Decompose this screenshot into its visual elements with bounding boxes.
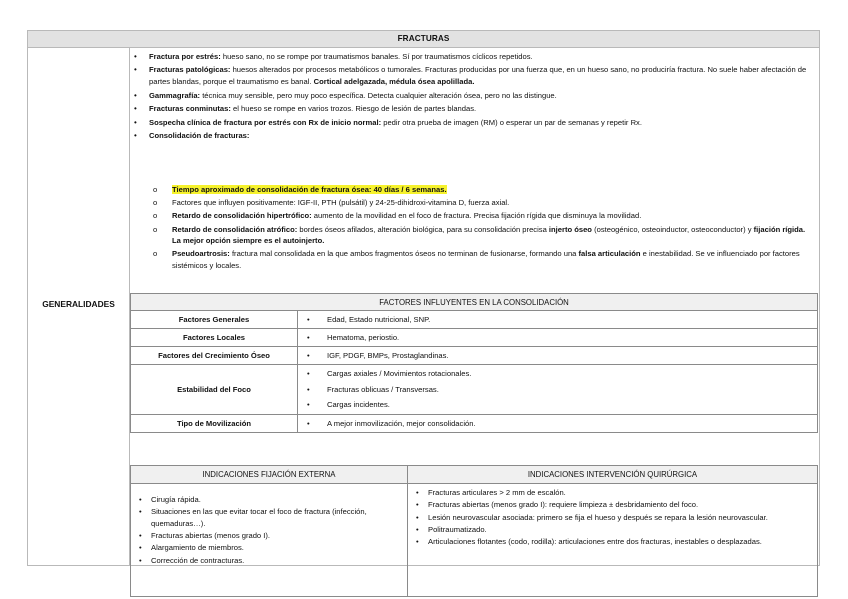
table-row — [131, 415, 818, 433]
surgery-list — [408, 484, 817, 548]
factor-label: Factores del Crecimiento Óseo — [131, 347, 298, 365]
list-item: • Lesión neurovascular asociada: primero se fija el hueso y después se repara la lesión neurovascular. — [412, 512, 811, 524]
list-item: • Fracturas articulares > 2 mm de escalón. — [412, 487, 811, 499]
surgery-cell — [408, 484, 818, 597]
factors-table-header: FACTORES INFLUYENTES EN LA CONSOLIDACIÓN — [131, 294, 818, 311]
section-column — [28, 47, 130, 566]
list-item: • Fracturas abiertas (menos grado I). — [135, 530, 401, 542]
list-item: • Sospecha clínica de fractura por estrés con Rx de inicio normal: pedir otra prueba de imagen (RM) o esperar un par de semanas y repetir Rx. — [130, 117, 810, 129]
sub-list-item: o Retardo de consolidación hipertrófico: aumento de la movilidad en el foco de fractura. Precisa fijación rígida que disminuya la movilidad. — [149, 210, 809, 221]
external-fixation-cell — [131, 484, 408, 597]
list-item: • Cirugía rápida. — [135, 494, 401, 506]
table-row — [131, 347, 818, 365]
table-row — [131, 365, 818, 415]
main-bullet-list — [130, 51, 810, 144]
factor-value: • Hematoma, periostio. — [298, 329, 818, 347]
highlighted-text: Tiempo aproximado de consolidación de fractura ósea: 40 días / 6 semanas. — [172, 185, 447, 194]
list-item: • Fractura por estrés: hueso sano, no se rompe por traumatismos banales. Sí por traumatismos cíclicos repetidos. — [130, 51, 810, 63]
list-item: • Alargamiento de miembros. — [135, 542, 401, 554]
factor-value: • Cargas axiales / Movimientos rotacionales. • Fracturas oblicuas / Transversas. • Cargas incidentes. — [298, 365, 818, 415]
factor-value: • A mejor inmovilización, mejor consolidación. — [298, 415, 818, 433]
factor-label: Factores Locales — [131, 329, 298, 347]
sub-list-item: o Retardo de consolidación atrófico: bordes óseos afilados, alteración biológica, para su consolidación precisa injerto óseo (osteogénico, osteoinductor, osteoconductor) y fijación rígida. La mejor opción siempre es el autoinjerto. — [149, 224, 809, 247]
factor-value: • Edad, Estado nutricional, SNP. — [298, 311, 818, 329]
list-item: • Corrección de contracturas. — [135, 555, 401, 567]
section-label: GENERALIDADES — [42, 299, 115, 309]
factors-table — [130, 293, 818, 433]
factor-value: • IGF, PDGF, BMPs, Prostaglandinas. — [298, 347, 818, 365]
list-item: • Consolidación de fracturas: — [130, 130, 810, 142]
list-item: • Gammagrafía: técnica muy sensible, pero muy poco específica. Detecta cualquier alteración ósea, pero no las distingue. — [130, 90, 810, 102]
external-fixation-list — [131, 484, 407, 566]
indications-table — [130, 465, 818, 597]
surgery-header: INDICACIONES INTERVENCIÓN QUIRÚRGICA — [408, 466, 818, 484]
sub-list-item: o Pseudoartrosis: fractura mal consolidada en la que ambos fragmentos óseos no terminan de fusionarse, formando una falsa articulación e inestabilidad. Se ve influenciado por factores sistémicos y locales. — [149, 248, 809, 271]
list-item: • Situaciones en las que evitar tocar el foco de fractura (infección, quemaduras…). — [135, 506, 401, 529]
list-item: • Fracturas conminutas: el hueso se rompe en varios trozos. Riesgo de lesión de partes blandas. — [130, 103, 810, 115]
list-item: • Fracturas patológicas: huesos alterados por procesos metabólicos o tumorales. Fracturas producidas por una fuerza que, en un hueso sano, no produciría fractura. No suele haber afectación de partes blandas, porque el traumatismo es banal. Cortical adelgazada, médula ósea apolillada. — [130, 64, 810, 87]
list-item: • Politraumatizado. — [412, 524, 811, 536]
fracturas-table — [27, 30, 820, 566]
table-row — [131, 311, 818, 329]
factor-label: Factores Generales — [131, 311, 298, 329]
external-fixation-header: INDICACIONES FIJACIÓN EXTERNA — [131, 466, 408, 484]
sub-list-item — [149, 184, 809, 195]
table-row — [131, 329, 818, 347]
document-title: FRACTURAS — [28, 31, 819, 48]
sub-list-item: o Factores que influyen positivamente: IGF-II, PTH (pulsátil) y 24-25-dihidroxi-vitamina D, fuerza axial. — [149, 197, 809, 208]
factor-label: Estabilidad del Foco — [131, 365, 298, 415]
list-item: • Fracturas abiertas (menos grado I): requiere limpieza ± desbridamiento del foco. — [412, 499, 811, 511]
consolidation-sub-list — [149, 184, 809, 273]
factor-label: Tipo de Movilización — [131, 415, 298, 433]
list-item: • Articulaciones flotantes (codo, rodilla): articulaciones entre dos fracturas, inestables o desplazadas. — [412, 536, 811, 548]
